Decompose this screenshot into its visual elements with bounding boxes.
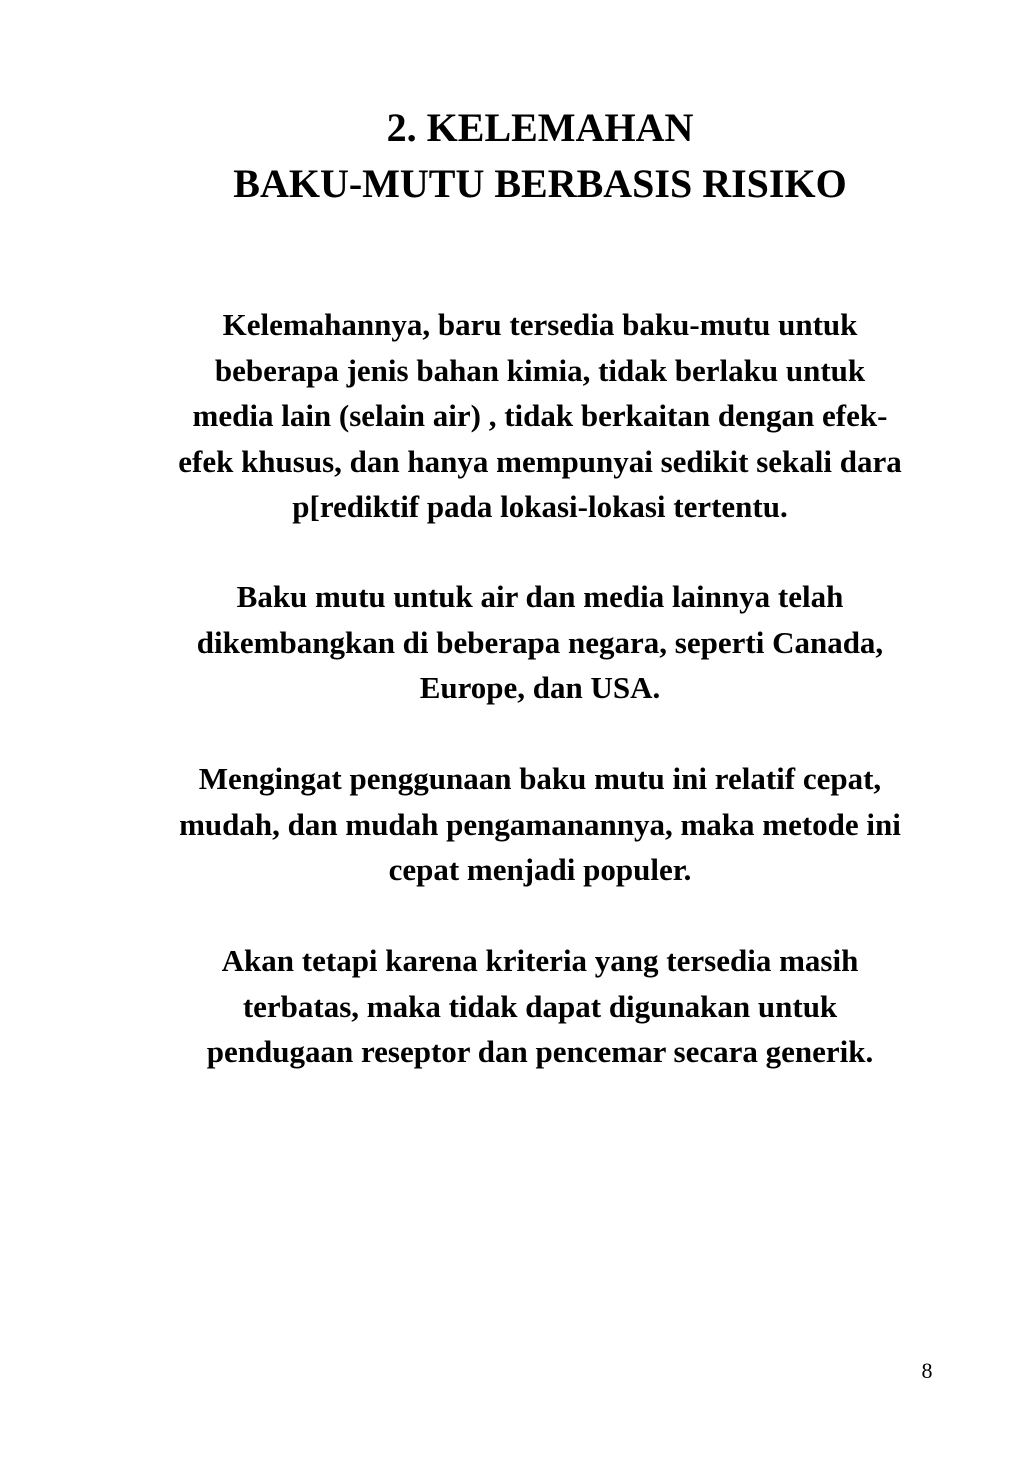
title-line-1: 2. KELEMAHAN (386, 105, 694, 150)
paragraph-3-line-2: mudah, dan mudah pengamanannya, maka metode ini (179, 806, 901, 842)
paragraph-2-line-1: Baku mutu untuk air dan media lainnya telah (236, 579, 844, 614)
page-title (0, 100, 1024, 212)
paragraph-2-line-2: dikembangkan di beberapa negara, seperti Canada, (196, 624, 884, 660)
paragraph-1-line-3: media lain (selain air) , tidak berkaitan dengan efek- (192, 398, 888, 433)
paragraph-4-line-2: terbatas, maka tidak dapat digunakan untuk (242, 988, 838, 1024)
paragraph-3-line-1: Mengingat penggunaan baku mutu ini relatif cepat, (198, 761, 882, 796)
paragraph-4-line-3: pendugaan reseptor dan pencemar secara generik. (206, 1034, 874, 1069)
paragraph-weaknesses (0, 302, 1024, 530)
paragraph-4-line-1: Akan tetapi karena kriteria yang tersedia masih (221, 943, 859, 978)
paragraph-development (0, 574, 1024, 711)
paragraph-1-line-2: beberapa jenis bahan kimia, tidak berlaku untuk (214, 352, 866, 388)
paragraph-1-line-5: p[rediktif pada lokasi-lokasi tertentu. (292, 489, 788, 524)
paragraph-limitations (0, 938, 1024, 1075)
paragraph-3-line-3: cepat menjadi populer. (388, 852, 692, 887)
paragraph-popularity (0, 756, 1024, 893)
page-number: 8 (921, 1358, 933, 1383)
paragraph-1-line-1: Kelemahannya, baru tersedia baku-mutu untuk (222, 307, 858, 342)
paragraph-1-line-4: efek khusus, dan hanya mempunyai sedikit sekali dara (178, 443, 902, 479)
paragraph-2-line-3: Europe, dan USA. (419, 670, 661, 705)
title-line-2: BAKU-MUTU BERBASIS RISIKO (233, 161, 847, 206)
